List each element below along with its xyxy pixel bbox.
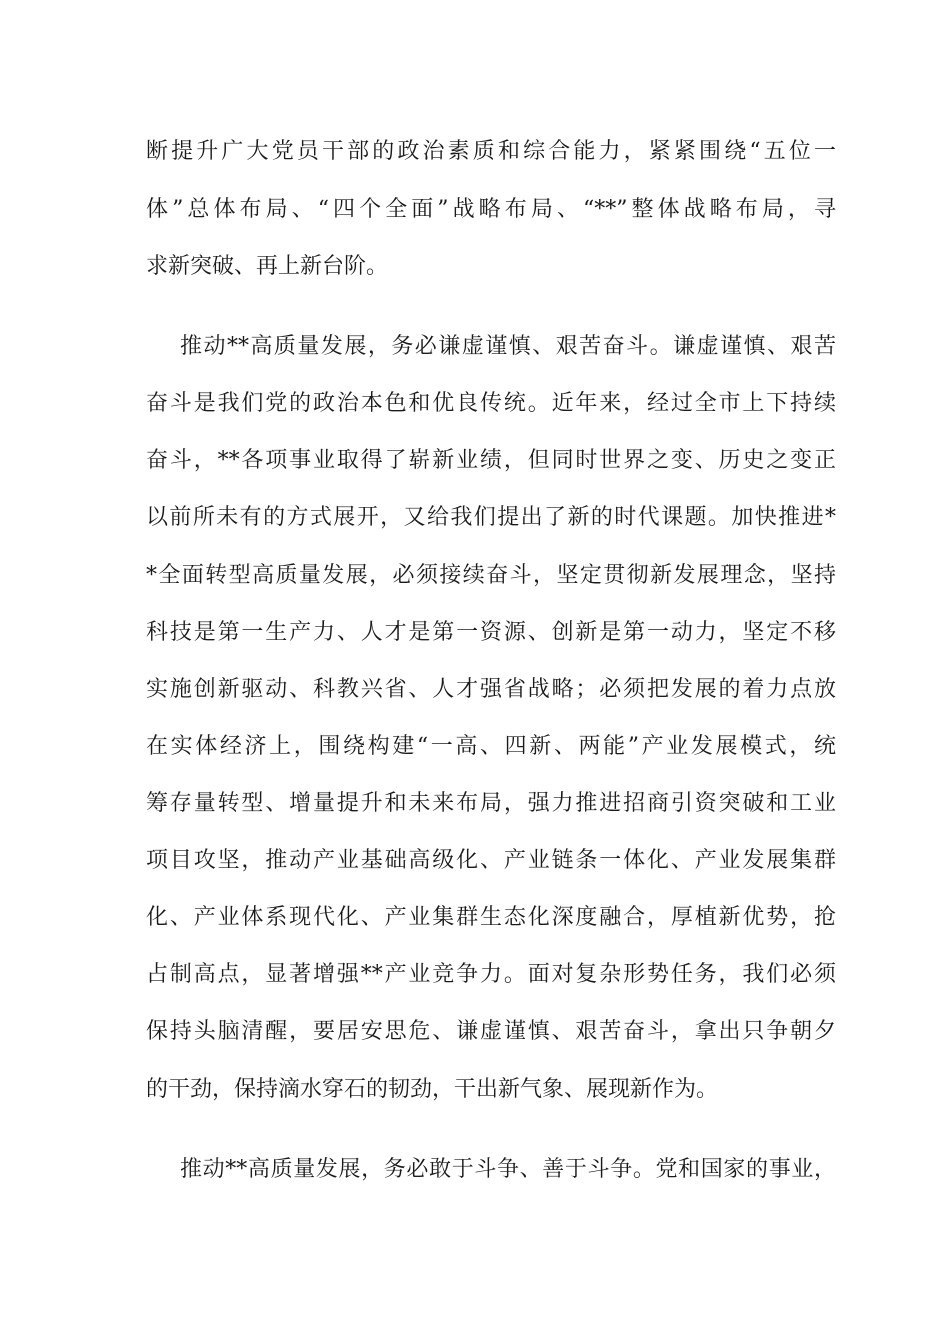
paragraph-line: 在实体经济上，围绕构建“一高、四新、两能”产业发展模式，统: [146, 734, 836, 759]
paragraph-line: 项目攻坚，推动产业基础高级化、产业链条一体化、产业发展集群: [146, 848, 836, 873]
paragraph-line: 实施创新驱动、科教兴省、人才强省战略；必须把发展的着力点放: [146, 677, 836, 702]
paragraph-line: 占制高点，显著增强**产业竞争力。面对复杂形势任务，我们必须: [146, 962, 836, 987]
paragraph-line: 科技是第一生产力、人才是第一资源、创新是第一动力，坚定不移: [146, 620, 836, 645]
paragraph-line: 奋斗，**各项事业取得了崭新业绩，但同时世界之变、历史之变正: [146, 448, 836, 473]
paragraph-line: 奋斗是我们党的政治本色和优良传统。近年来，经过全市上下持续: [146, 391, 836, 416]
paragraph-line: 的干劲，保持滴水穿石的韧劲，干出新气象、展现新作为。: [146, 1077, 719, 1102]
paragraph-line: 以前所未有的方式展开，又给我们提出了新的时代课题。加快推进*: [146, 505, 836, 530]
paragraph-line: 筹存量转型、增量提升和未来布局，强力推进招商引资突破和工业: [146, 791, 836, 816]
paragraph-first-line: 推动**高质量发展，务必敢于斗争、善于斗争。党和国家的事业，: [180, 1157, 836, 1182]
paragraph-line: *全面转型高质量发展，必须接续奋斗，坚定贯彻新发展理念，坚持: [146, 563, 836, 588]
paragraph-line: 化、产业体系现代化、产业集群生态化深度融合，厚植新优势，抢: [146, 905, 836, 930]
paragraph-first-line: 推动**高质量发展，务必谦虚谨慎、艰苦奋斗。谦虚谨慎、艰苦: [180, 334, 836, 359]
paragraph-line: 体”总体布局、“四个全面”战略布局、“**”整体战略布局，寻: [146, 197, 836, 222]
paragraph-line: 保持头脑清醒，要居安思危、谦虚谨慎、艰苦奋斗，拿出只争朝夕: [146, 1019, 836, 1044]
paragraph-line: 断提升广大党员干部的政治素质和综合能力，紧紧围绕“五位一: [146, 139, 836, 164]
paragraph-line: 求新突破、再上新台阶。: [146, 254, 389, 279]
